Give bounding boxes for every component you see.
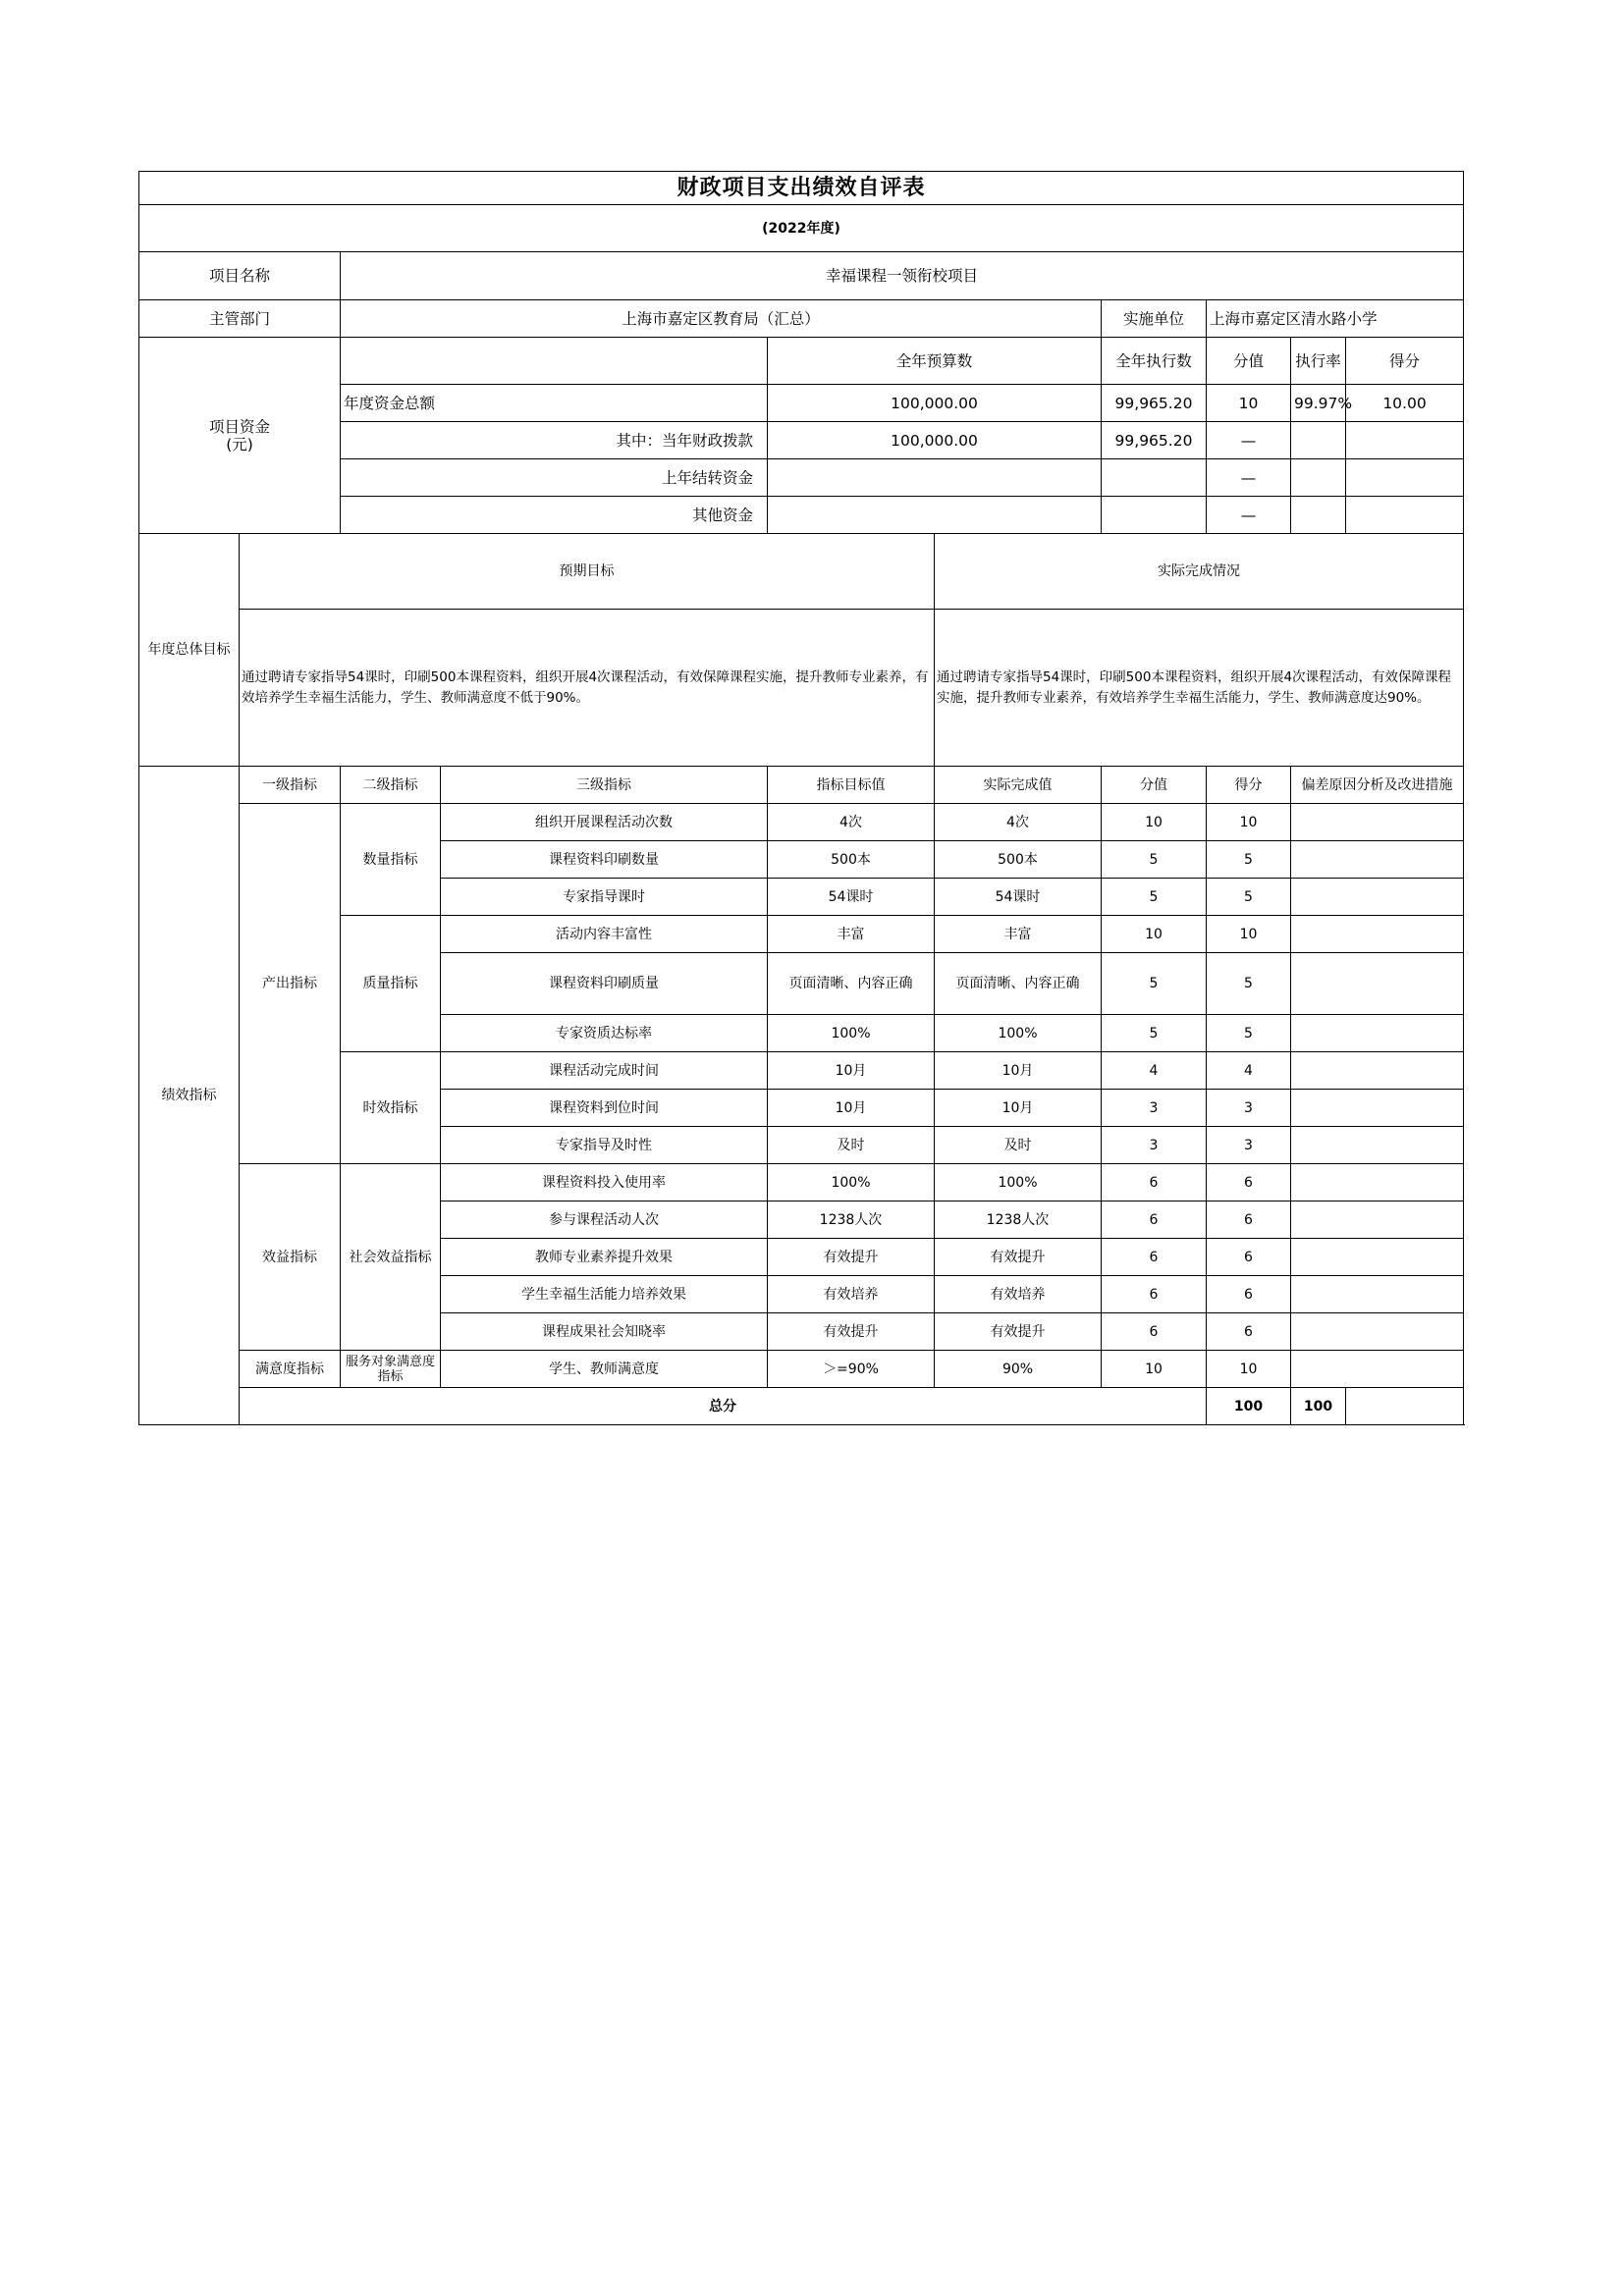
indicator-score-value: 5 [1102,1015,1207,1052]
indicator-score: 5 [1207,1015,1291,1052]
indicator-score: 3 [1207,1090,1291,1127]
group-satisfaction: 满意度指标 [240,1351,341,1388]
indicator-analysis [1291,953,1464,1015]
implementing-unit-label: 实施单位 [1102,300,1207,338]
indicator-score: 6 [1207,1276,1291,1313]
indicator-actual: 有效培养 [935,1276,1102,1313]
indicator-analysis [1291,1351,1464,1388]
funds-row-budget: 100,000.00 [768,422,1102,459]
project-funds-label: 项目资金 (元) [139,338,341,534]
indicator-name: 课程资料印刷数量 [441,841,768,879]
indicator-header-level1: 一级指标 [240,767,341,804]
indicator-name: 课程资料到位时间 [441,1090,768,1127]
project-name-value: 幸福课程一领衔校项目 [341,252,1464,300]
indicator-name: 专家指导课时 [441,879,768,916]
indicator-score-value: 6 [1102,1164,1207,1201]
indicator-target: 100% [768,1015,935,1052]
indicator-actual: 4次 [935,804,1102,841]
group-timeliness: 时效指标 [341,1052,441,1164]
indicator-score-value: 5 [1102,879,1207,916]
indicator-score: 6 [1207,1313,1291,1351]
indicator-header-target: 指标目标值 [768,767,935,804]
funds-row-score [1346,422,1464,459]
funds-row-executed [1102,459,1207,497]
total-label: 总分 [240,1388,1207,1425]
funds-row-name: 其中：当年财政拨款 [341,422,768,459]
indicator-analysis [1291,916,1464,953]
indicator-header-score-value: 分值 [1102,767,1207,804]
indicator-target: 有效培养 [768,1276,935,1313]
funds-header-score: 得分 [1346,338,1464,385]
indicator-score-value: 3 [1102,1090,1207,1127]
indicator-analysis [1291,1090,1464,1127]
indicator-score: 6 [1207,1239,1291,1276]
indicator-analysis [1291,1164,1464,1201]
indicator-target: 有效提升 [768,1313,935,1351]
table-title: 财政项目支出绩效自评表 [139,172,1464,205]
indicator-name: 活动内容丰富性 [441,916,768,953]
indicator-name: 课程成果社会知晓率 [441,1313,768,1351]
expected-goal-text: 通过聘请专家指导54课时，印刷500本课程资料，组织开展4次课程活动，有效保障课程实施，提升教师专业素养，有效培养学生幸福生活能力，学生、教师满意度不低于90%。 [240,610,935,767]
indicator-actual: 页面清晰、内容正确 [935,953,1102,1015]
funds-row-name: 其他资金 [341,497,768,534]
indicator-score: 10 [1207,804,1291,841]
indicator-score: 5 [1207,841,1291,879]
indicator-score-value: 3 [1102,1127,1207,1164]
total-score: 100 [1291,1388,1346,1425]
performance-indicators-label: 绩效指标 [139,767,240,1425]
funds-row-score-value: — [1207,459,1291,497]
funds-row-score-value: — [1207,422,1291,459]
indicator-actual: 1238人次 [935,1201,1102,1239]
indicator-target: 有效提升 [768,1239,935,1276]
indicator-score-value: 5 [1102,953,1207,1015]
performance-self-evaluation-table [138,171,1464,1425]
indicator-name: 教师专业素养提升效果 [441,1239,768,1276]
indicator-target: 4次 [768,804,935,841]
funds-header-budget: 全年预算数 [768,338,1102,385]
funds-row-budget: 100,000.00 [768,385,1102,422]
indicator-header-analysis: 偏差原因分析及改进措施 [1291,767,1464,804]
indicator-target: 10月 [768,1052,935,1090]
funds-header-executed: 全年执行数 [1102,338,1207,385]
indicator-target: 100% [768,1164,935,1201]
indicator-score-value: 10 [1102,804,1207,841]
indicator-score-value: 4 [1102,1052,1207,1090]
indicator-actual: 10月 [935,1090,1102,1127]
indicator-name: 课程活动完成时间 [441,1052,768,1090]
funds-header-rate: 执行率 [1291,338,1346,385]
group-quality: 质量指标 [341,916,441,1052]
indicator-score: 10 [1207,1351,1291,1388]
funds-row-score-value: 10 [1207,385,1291,422]
indicator-target: 500本 [768,841,935,879]
indicator-actual: 54课时 [935,879,1102,916]
funds-row-rate [1291,459,1346,497]
funds-row-score: 10.00 [1346,385,1464,422]
total-analysis [1346,1388,1464,1425]
group-social: 社会效益指标 [341,1164,441,1351]
indicator-score: 10 [1207,916,1291,953]
indicator-actual: 及时 [935,1127,1102,1164]
expected-goal-header: 预期目标 [240,534,935,610]
indicator-score-value: 5 [1102,841,1207,879]
indicator-score-value: 6 [1102,1313,1207,1351]
actual-completion-header: 实际完成情况 [935,534,1464,610]
indicator-actual: 100% [935,1015,1102,1052]
year-label: (2022年度) [139,205,1464,252]
indicator-header-score: 得分 [1207,767,1291,804]
indicator-score-value: 6 [1102,1239,1207,1276]
funds-row-budget [768,497,1102,534]
group-output: 产出指标 [240,804,341,1164]
funds-row-budget [768,459,1102,497]
indicator-name: 专家指导及时性 [441,1127,768,1164]
indicator-target: 10月 [768,1090,935,1127]
indicator-score: 6 [1207,1201,1291,1239]
indicator-analysis [1291,1239,1464,1276]
indicator-score-value: 10 [1102,1351,1207,1388]
indicator-analysis [1291,1052,1464,1090]
indicator-header-level3: 三级指标 [441,767,768,804]
indicator-score: 5 [1207,879,1291,916]
group-service-satisfaction: 服务对象满意度指标 [341,1351,441,1388]
group-quantity: 数量指标 [341,804,441,916]
indicator-name: 专家资质达标率 [441,1015,768,1052]
indicator-name: 组织开展课程活动次数 [441,804,768,841]
indicator-analysis [1291,804,1464,841]
indicator-analysis [1291,1127,1464,1164]
total-score-value: 100 [1207,1388,1291,1425]
funds-row-rate [1291,422,1346,459]
indicator-name: 课程资料投入使用率 [441,1164,768,1201]
funds-row-name: 上年结转资金 [341,459,768,497]
department-label: 主管部门 [139,300,341,338]
funds-row-score [1346,497,1464,534]
actual-completion-text: 通过聘请专家指导54课时，印刷500本课程资料，组织开展4次课程活动，有效保障课程实施，提升教师专业素养，有效培养学生幸福生活能力，学生、教师满意度达90%。 [935,610,1464,767]
indicator-target: 54课时 [768,879,935,916]
indicator-target: 页面清晰、内容正确 [768,953,935,1015]
indicator-score: 3 [1207,1127,1291,1164]
funds-row-executed: 99,965.20 [1102,422,1207,459]
project-name-label: 项目名称 [139,252,341,300]
indicator-actual: 90% [935,1351,1102,1388]
department-value: 上海市嘉定区教育局（汇总） [341,300,1102,338]
indicator-score: 4 [1207,1052,1291,1090]
indicator-score: 6 [1207,1164,1291,1201]
indicator-score-value: 10 [1102,916,1207,953]
indicator-analysis [1291,879,1464,916]
funds-row-executed: 99,965.20 [1102,385,1207,422]
annual-goal-label: 年度总体目标 [139,534,240,767]
indicator-target: 丰富 [768,916,935,953]
indicator-analysis [1291,1276,1464,1313]
indicator-name: 学生、教师满意度 [441,1351,768,1388]
group-benefit: 效益指标 [240,1164,341,1351]
indicator-analysis [1291,1015,1464,1052]
funds-row-executed [1102,497,1207,534]
indicator-actual: 有效提升 [935,1239,1102,1276]
implementing-unit-value: 上海市嘉定区清水路小学 [1207,300,1464,338]
indicator-target: 及时 [768,1127,935,1164]
funds-row-score [1346,459,1464,497]
indicator-actual: 丰富 [935,916,1102,953]
funds-row-rate [1291,497,1346,534]
indicator-actual: 500本 [935,841,1102,879]
indicator-name: 课程资料印刷质量 [441,953,768,1015]
funds-row-rate: 99.97% [1291,385,1346,422]
indicator-analysis [1291,841,1464,879]
funds-header-blank [341,338,768,385]
indicator-actual: 100% [935,1164,1102,1201]
indicator-score: 5 [1207,953,1291,1015]
indicator-target: ＞=90% [768,1351,935,1388]
indicator-analysis [1291,1201,1464,1239]
indicator-analysis [1291,1313,1464,1351]
indicator-target: 1238人次 [768,1201,935,1239]
indicator-score-value: 6 [1102,1276,1207,1313]
indicator-name: 参与课程活动人次 [441,1201,768,1239]
funds-row-score-value: — [1207,497,1291,534]
indicator-actual: 有效提升 [935,1313,1102,1351]
indicator-score-value: 6 [1102,1201,1207,1239]
indicator-name: 学生幸福生活能力培养效果 [441,1276,768,1313]
indicator-header-level2: 二级指标 [341,767,441,804]
funds-header-score-value: 分值 [1207,338,1291,385]
indicator-actual: 10月 [935,1052,1102,1090]
indicator-header-actual: 实际完成值 [935,767,1102,804]
funds-row-name: 年度资金总额 [341,385,768,422]
